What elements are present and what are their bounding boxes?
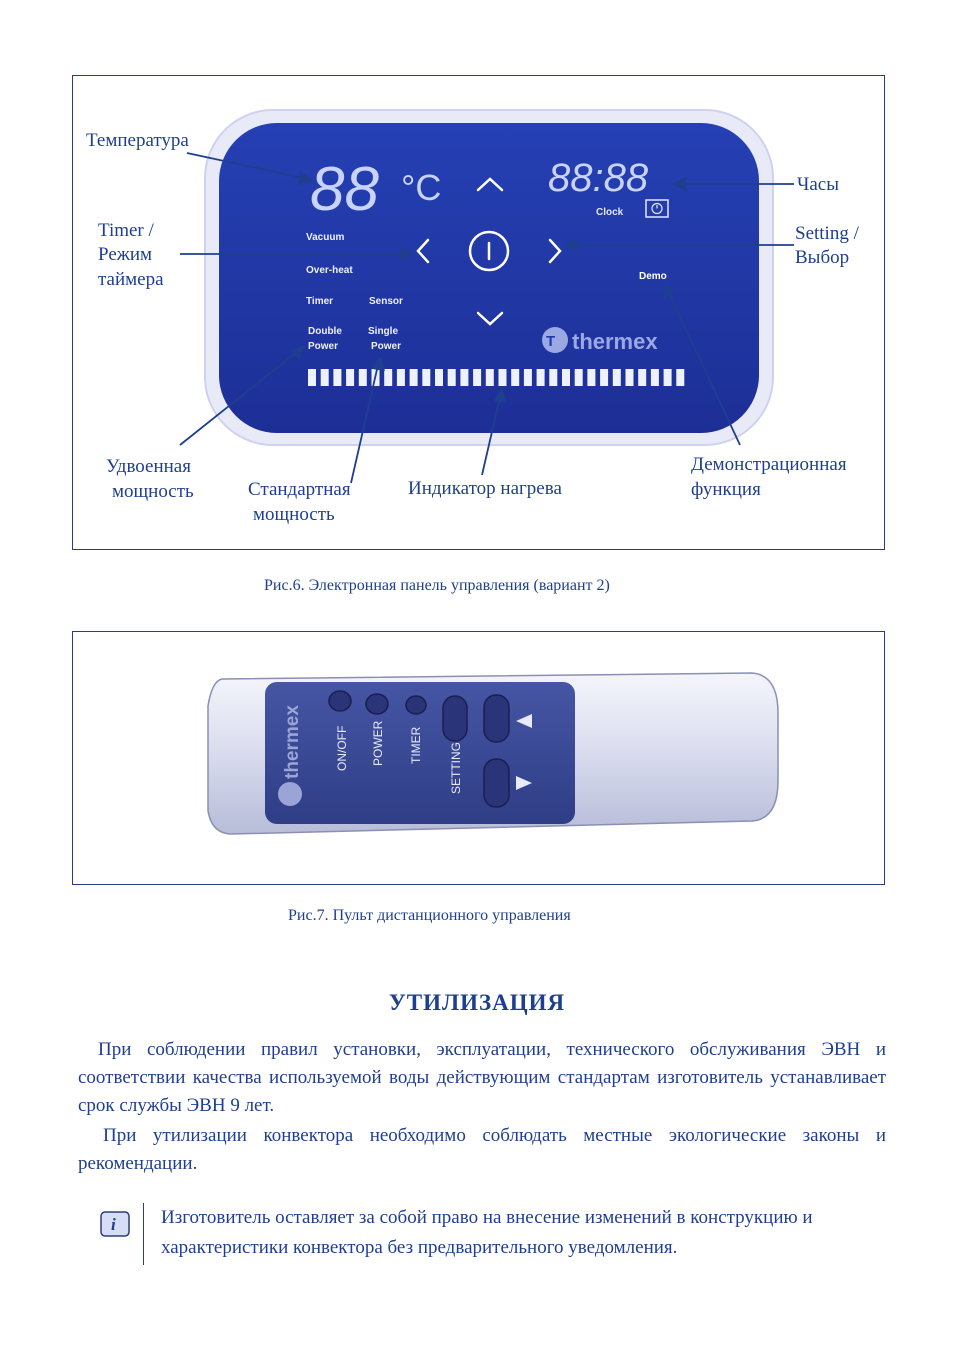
- heat-segment: [549, 369, 557, 386]
- remote-thermex-logo: [278, 705, 303, 806]
- callout-temperature: Температура: [86, 130, 189, 151]
- heat-segment: [359, 369, 367, 386]
- heat-segment: [333, 369, 341, 386]
- paragraph-disposal: При утилизации конвектора необходимо соблюдать местные экологические законы и рекомендации.: [78, 1125, 886, 1174]
- callout-clock: Часы: [797, 174, 839, 195]
- demo-label: Demo: [639, 271, 667, 282]
- setting-label: SETTING: [449, 741, 463, 794]
- timer-label: Timer: [306, 296, 334, 307]
- callout-setting-line1: Setting /: [795, 223, 859, 244]
- heat-segment: [460, 369, 468, 386]
- timer-label-remote: TIMER: [409, 726, 423, 764]
- paragraph-service-life: При соблюдении правил установки, эксплуатации, технического обслуживания ЭВН и соответствии качества используемой воды действующим стандартам изготовитель устанавливает срок службы ЭВН 9 лет.: [78, 1039, 886, 1116]
- note-text: Изготовитель оставляет за собой право на внесение изменений в конструкцию и характеристики конвектора без предварительного уведомления.: [161, 1207, 813, 1258]
- svg-text:i: i: [111, 1215, 116, 1234]
- remote-brand-text: thermex: [282, 705, 303, 779]
- power-label: POWER: [371, 720, 385, 766]
- heat-segment: [575, 369, 583, 386]
- double-power-label-2: Power: [308, 341, 339, 352]
- figure-7-caption: Рис.7. Пульт дистанционного управления: [288, 907, 571, 924]
- callout-timer-line1: Timer /: [98, 220, 154, 241]
- callout-timer-line3: таймера: [98, 269, 164, 290]
- heat-segment: [397, 369, 405, 386]
- heat-segment: [587, 369, 595, 386]
- heat-segment: [422, 369, 430, 386]
- thermex-logo-text: thermex: [572, 329, 658, 354]
- heat-segment: [537, 369, 545, 386]
- callout-standard-line2: мощность: [253, 504, 335, 525]
- heat-segment: [638, 369, 646, 386]
- heat-segment: [562, 369, 570, 386]
- heat-segment: [308, 369, 316, 386]
- heat-segment: [613, 369, 621, 386]
- callout-demo-line2: функция: [691, 479, 761, 500]
- note-divider: [143, 1203, 144, 1265]
- thermex-logo: [542, 327, 658, 354]
- heat-segment: [664, 369, 672, 386]
- callout-timer-line2: Режим: [98, 244, 153, 265]
- remote-control: [72, 631, 885, 885]
- clock-digits: 88:88: [548, 156, 649, 200]
- callout-double-line2: мощность: [112, 481, 194, 502]
- overheat-label: Over-heat: [306, 265, 353, 276]
- figure-6-caption: Рис.6. Электронная панель управления (вариант 2): [264, 577, 610, 594]
- callout-demo-line1: Демонстрационная: [691, 454, 847, 475]
- temperature-digits: 88: [310, 155, 379, 224]
- heat-segment: [600, 369, 608, 386]
- single-power-label-1: Single: [368, 326, 399, 337]
- panel-screen: [219, 123, 759, 433]
- temperature-unit: °C: [401, 167, 442, 208]
- svg-text:T: T: [546, 333, 556, 350]
- heat-segment: [676, 369, 684, 386]
- heat-segment: [346, 369, 354, 386]
- section-title: УТИЛИЗАЦИЯ: [388, 990, 566, 1015]
- heat-segment: [410, 369, 418, 386]
- callout-setting-line2: Выбор: [795, 247, 850, 268]
- callout-heat-indicator: Индикатор нагрева: [408, 478, 562, 499]
- heat-segment: [486, 369, 494, 386]
- sensor-label: Sensor: [369, 296, 403, 307]
- single-power-label-2: Power: [371, 341, 402, 352]
- heat-segment: [321, 369, 329, 386]
- clock-label: Clock: [596, 207, 624, 218]
- heat-segment: [384, 369, 392, 386]
- info-icon: [100, 1211, 130, 1237]
- callout-double-line1: Удвоенная: [106, 456, 191, 477]
- heat-segment: [499, 369, 507, 386]
- heat-segment: [626, 369, 634, 386]
- heat-segment: [473, 369, 481, 386]
- vacuum-label: Vacuum: [306, 232, 345, 243]
- callout-standard-line1: Стандартная: [248, 479, 351, 500]
- heat-segment: [524, 369, 532, 386]
- heat-segment: [448, 369, 456, 386]
- double-power-label-1: Double: [308, 326, 342, 337]
- heat-segment: [651, 369, 659, 386]
- onoff-label: ON/OFF: [335, 725, 349, 771]
- heat-segment: [435, 369, 443, 386]
- heat-segment: [511, 369, 519, 386]
